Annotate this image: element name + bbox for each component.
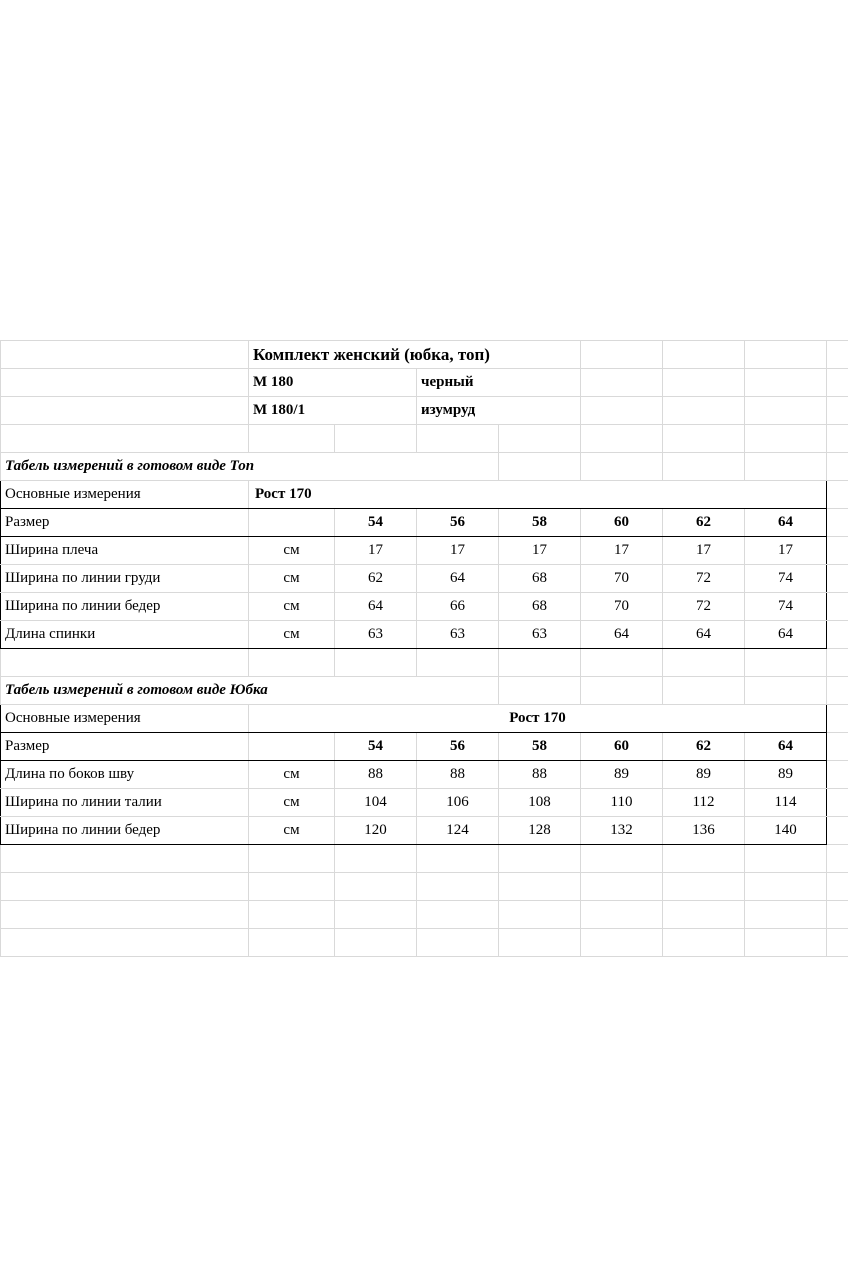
row-value: 64	[663, 621, 745, 649]
cell-empty	[745, 453, 827, 481]
table-row	[1, 537, 848, 565]
cell-empty	[1, 369, 249, 397]
cell-empty	[827, 761, 848, 789]
cell-empty	[1, 341, 249, 369]
model-code: М 180/1	[249, 397, 417, 425]
row-value: 63	[499, 621, 581, 649]
cell-empty	[499, 845, 581, 873]
spacer-row	[1, 873, 848, 901]
cell-empty	[1, 649, 249, 677]
cell-empty	[335, 649, 417, 677]
row-label: Ширина плеча	[1, 537, 249, 565]
skirt-table-caption: Табель измерений в готовом виде Юбка	[1, 677, 499, 705]
cell-empty	[663, 397, 745, 425]
top-table-caption: Табель измерений в готовом виде Топ	[1, 453, 499, 481]
cell-empty	[499, 453, 581, 481]
cell-empty	[827, 845, 848, 873]
cell-empty	[249, 509, 335, 537]
top-size-62: 62	[663, 509, 745, 537]
cell-empty	[417, 873, 499, 901]
row-value: 114	[745, 789, 827, 817]
cell-empty	[499, 425, 581, 453]
cell-empty	[581, 649, 663, 677]
row-value: 88	[335, 761, 417, 789]
cell-empty	[1, 901, 249, 929]
table-row	[1, 565, 848, 593]
row-label: Длина по боков шву	[1, 761, 249, 789]
cell-empty	[827, 901, 848, 929]
cell-empty	[827, 817, 848, 845]
cell-empty	[499, 677, 581, 705]
row-value: 128	[499, 817, 581, 845]
row-unit: см	[249, 537, 335, 565]
row-value: 62	[335, 565, 417, 593]
skirt-table-caption-row	[1, 677, 848, 705]
row-value: 64	[417, 565, 499, 593]
row-value: 104	[335, 789, 417, 817]
row-unit: см	[249, 565, 335, 593]
row-label: Ширина по линии груди	[1, 565, 249, 593]
cell-empty	[827, 453, 848, 481]
cell-empty	[581, 901, 663, 929]
top-main-label: Основные измерения	[1, 481, 249, 509]
cell-empty	[581, 425, 663, 453]
row-value: 124	[417, 817, 499, 845]
row-value: 64	[335, 593, 417, 621]
cell-empty	[663, 649, 745, 677]
row-value: 68	[499, 593, 581, 621]
cell-empty	[335, 901, 417, 929]
row-unit: см	[249, 817, 335, 845]
cell-empty	[417, 929, 499, 957]
row-unit: см	[249, 593, 335, 621]
skirt-main-label: Основные измерения	[1, 705, 249, 733]
spacer-row	[1, 901, 848, 929]
cell-empty	[663, 425, 745, 453]
row-unit: см	[249, 621, 335, 649]
skirt-size-62: 62	[663, 733, 745, 761]
table-row	[1, 593, 848, 621]
cell-empty	[827, 733, 848, 761]
document-title: Комплект женский (юбка, топ)	[249, 341, 581, 369]
measurements-table	[0, 340, 848, 957]
cell-empty	[499, 873, 581, 901]
row-label: Ширина по линии бедер	[1, 817, 249, 845]
cell-empty	[663, 369, 745, 397]
cell-empty	[827, 481, 848, 509]
row-value: 120	[335, 817, 417, 845]
row-value: 63	[335, 621, 417, 649]
cell-empty	[827, 705, 848, 733]
cell-empty	[663, 901, 745, 929]
skirt-size-60: 60	[581, 733, 663, 761]
cell-empty	[827, 537, 848, 565]
row-unit: см	[249, 761, 335, 789]
row-value: 17	[499, 537, 581, 565]
skirt-height-label: Рост 170	[249, 705, 827, 733]
row-value: 17	[745, 537, 827, 565]
cell-empty	[581, 397, 663, 425]
row-value: 63	[417, 621, 499, 649]
skirt-size-56: 56	[417, 733, 499, 761]
row-value: 17	[417, 537, 499, 565]
cell-empty	[581, 341, 663, 369]
cell-empty	[663, 341, 745, 369]
cell-empty	[827, 397, 848, 425]
top-size-56: 56	[417, 509, 499, 537]
spreadsheet-sheet	[0, 340, 848, 957]
skirt-size-label: Размер	[1, 733, 249, 761]
row-value: 108	[499, 789, 581, 817]
row-value: 64	[581, 621, 663, 649]
row-value: 17	[663, 537, 745, 565]
row-value: 88	[499, 761, 581, 789]
top-header-row	[1, 481, 848, 509]
row-value: 17	[335, 537, 417, 565]
top-size-60: 60	[581, 509, 663, 537]
cell-empty	[663, 453, 745, 481]
cell-empty	[417, 649, 499, 677]
cell-empty	[745, 929, 827, 957]
row-value: 74	[745, 565, 827, 593]
skirt-size-64: 64	[745, 733, 827, 761]
cell-empty	[499, 901, 581, 929]
cell-empty	[663, 845, 745, 873]
cell-empty	[581, 929, 663, 957]
cell-empty	[581, 369, 663, 397]
row-value: 72	[663, 593, 745, 621]
cell-empty	[745, 677, 827, 705]
model-row	[1, 369, 848, 397]
row-value: 136	[663, 817, 745, 845]
row-value: 17	[581, 537, 663, 565]
row-value: 74	[745, 593, 827, 621]
cell-empty	[663, 929, 745, 957]
row-value: 140	[745, 817, 827, 845]
cell-empty	[249, 733, 335, 761]
top-size-54: 54	[335, 509, 417, 537]
cell-empty	[581, 845, 663, 873]
model-code: М 180	[249, 369, 417, 397]
skirt-size-58: 58	[499, 733, 581, 761]
top-size-58: 58	[499, 509, 581, 537]
cell-empty	[827, 565, 848, 593]
cell-empty	[1, 397, 249, 425]
skirt-header-row	[1, 705, 848, 733]
title-row	[1, 341, 848, 369]
cell-empty	[827, 509, 848, 537]
spacer-row	[1, 845, 848, 873]
cell-empty	[827, 425, 848, 453]
cell-empty	[827, 621, 848, 649]
cell-empty	[249, 649, 335, 677]
cell-empty	[745, 901, 827, 929]
cell-empty	[581, 677, 663, 705]
cell-empty	[335, 929, 417, 957]
cell-empty	[1, 929, 249, 957]
top-height-label: Рост 170	[249, 481, 827, 509]
cell-empty	[745, 873, 827, 901]
table-row	[1, 817, 848, 845]
cell-empty	[417, 845, 499, 873]
cell-empty	[335, 873, 417, 901]
cell-empty	[335, 425, 417, 453]
cell-empty	[745, 341, 827, 369]
cell-empty	[827, 789, 848, 817]
cell-empty	[827, 593, 848, 621]
cell-empty	[417, 425, 499, 453]
row-label: Ширина по линии бедер	[1, 593, 249, 621]
cell-empty	[581, 873, 663, 901]
row-value: 106	[417, 789, 499, 817]
top-size-label: Размер	[1, 509, 249, 537]
spacer-row	[1, 929, 848, 957]
row-label: Ширина по линии талии	[1, 789, 249, 817]
table-row	[1, 621, 848, 649]
cell-empty	[249, 929, 335, 957]
top-table-caption-row	[1, 453, 848, 481]
cell-empty	[1, 873, 249, 901]
row-value: 68	[499, 565, 581, 593]
row-value: 70	[581, 593, 663, 621]
cell-empty	[745, 397, 827, 425]
cell-empty	[1, 425, 249, 453]
cell-empty	[827, 873, 848, 901]
cell-empty	[663, 873, 745, 901]
model-row	[1, 397, 848, 425]
row-value: 89	[581, 761, 663, 789]
cell-empty	[827, 369, 848, 397]
row-value: 66	[417, 593, 499, 621]
row-label: Длина спинки	[1, 621, 249, 649]
top-size-row	[1, 509, 848, 537]
cell-empty	[1, 845, 249, 873]
cell-empty	[499, 649, 581, 677]
cell-empty	[827, 677, 848, 705]
cell-empty	[249, 873, 335, 901]
cell-empty	[827, 929, 848, 957]
row-value: 89	[663, 761, 745, 789]
top-size-64: 64	[745, 509, 827, 537]
row-value: 64	[745, 621, 827, 649]
row-value: 110	[581, 789, 663, 817]
row-unit: см	[249, 789, 335, 817]
model-color: изумруд	[417, 397, 581, 425]
row-value: 72	[663, 565, 745, 593]
cell-empty	[499, 929, 581, 957]
row-value: 112	[663, 789, 745, 817]
row-value: 132	[581, 817, 663, 845]
table-row	[1, 761, 848, 789]
cell-empty	[249, 901, 335, 929]
cell-empty	[249, 425, 335, 453]
cell-empty	[663, 677, 745, 705]
cell-empty	[745, 845, 827, 873]
skirt-size-54: 54	[335, 733, 417, 761]
model-color: черный	[417, 369, 581, 397]
cell-empty	[249, 845, 335, 873]
cell-empty	[581, 453, 663, 481]
cell-empty	[745, 369, 827, 397]
row-value: 88	[417, 761, 499, 789]
cell-empty	[827, 649, 848, 677]
cell-empty	[827, 341, 848, 369]
spacer-row	[1, 649, 848, 677]
row-value: 89	[745, 761, 827, 789]
skirt-size-row	[1, 733, 848, 761]
cell-empty	[745, 425, 827, 453]
spacer-row	[1, 425, 848, 453]
row-value: 70	[581, 565, 663, 593]
cell-empty	[335, 845, 417, 873]
cell-empty	[745, 649, 827, 677]
table-row	[1, 789, 848, 817]
cell-empty	[417, 901, 499, 929]
